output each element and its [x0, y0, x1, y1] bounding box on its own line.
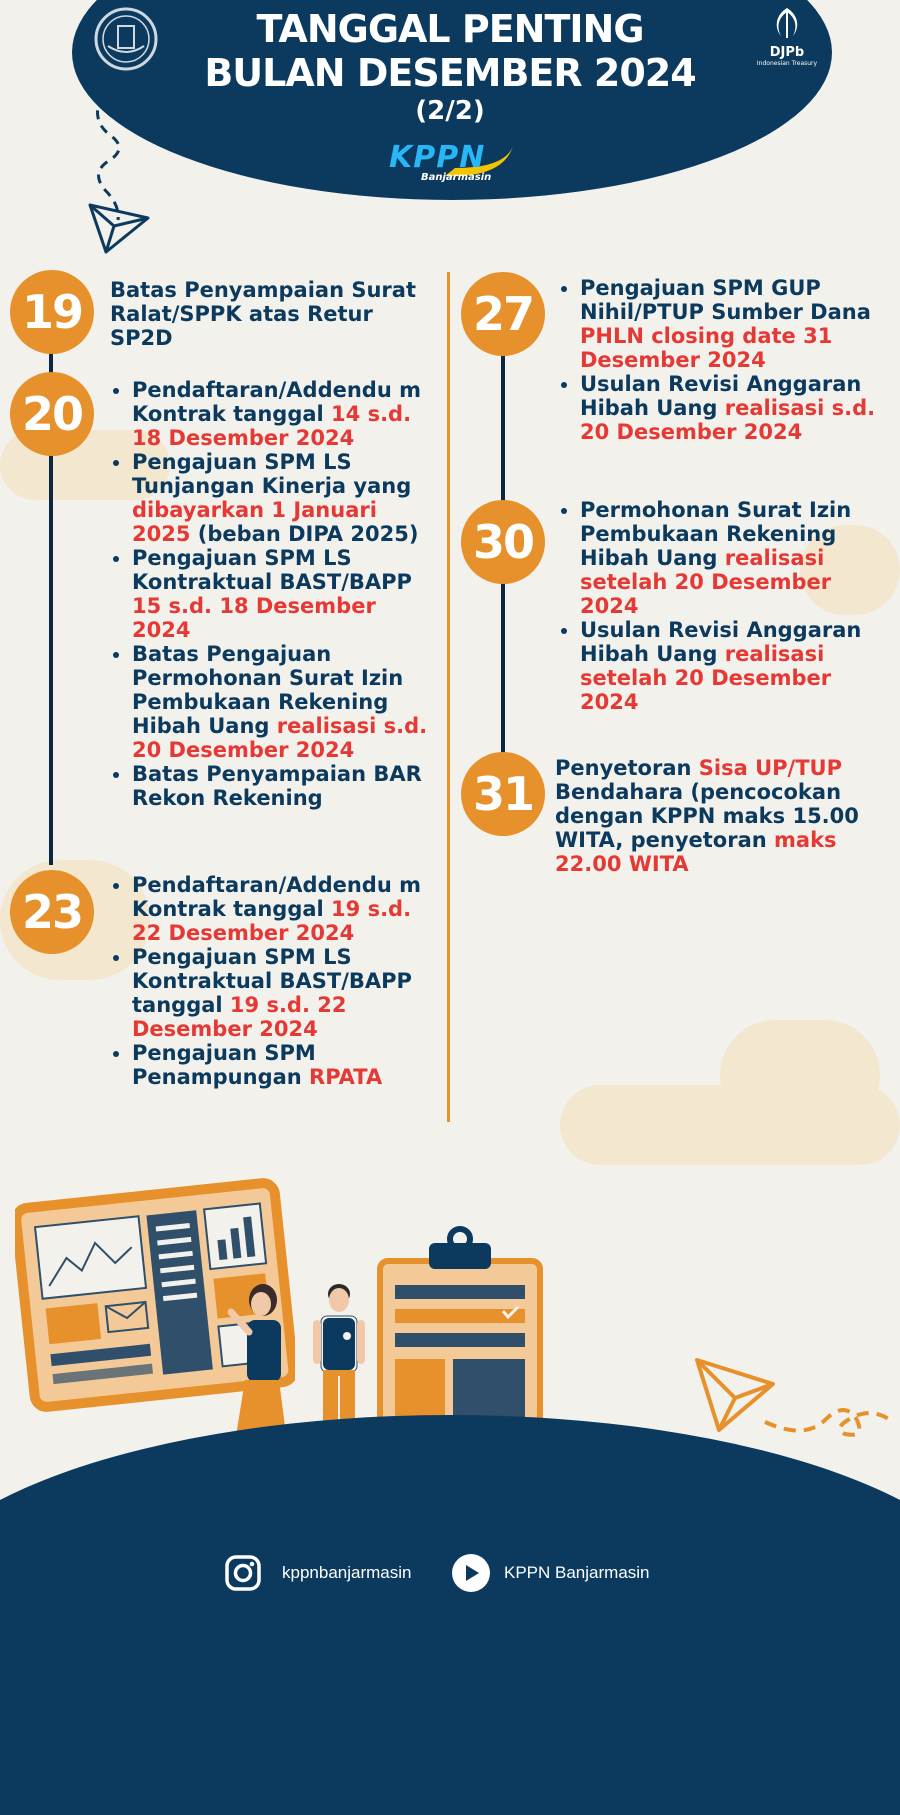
instagram-icon[interactable]: [224, 1554, 262, 1592]
djpb-logo-sub: Indonesian Treasury: [756, 60, 818, 67]
page-subtitle: (2/2): [415, 96, 485, 126]
page-title-line2: BULAN DESEMBER 2024: [204, 51, 696, 95]
list-item: [132, 642, 432, 762]
kppn-logo-text: KPPN: [389, 140, 486, 175]
highlight-text: realisasi s.d. 20 Desember 2024: [580, 396, 876, 444]
item-text: Batas Penyampaian BAR Rekon Rekening: [132, 762, 422, 810]
youtube-icon[interactable]: [450, 1553, 492, 1593]
djpb-logo-text: DJPb: [769, 45, 805, 60]
date-circle-27: 27: [461, 272, 545, 356]
item-text: Pengajuan SPM LS Kontraktual BAST/BAPP tanggal: [132, 945, 412, 1017]
highlight-text: realisasi s.d. 20 Desember 2024: [132, 714, 428, 762]
kppn-logo: [385, 138, 525, 186]
item-text: Pengajuan SPM LS Kontraktual BAST/BAPP: [132, 546, 412, 594]
instagram-handle[interactable]: kppnbanjarmasin: [282, 1563, 412, 1582]
date-31-text-a: Penyetoran: [555, 756, 699, 780]
highlight-text: realisasi setelah 20 Desember 2024: [580, 546, 832, 618]
date-31-text: [555, 756, 885, 876]
date-31-text-b: Sisa UP/TUP: [698, 756, 842, 780]
date-27-list: [558, 276, 890, 444]
item-text: Pengajuan SPM LS Tunjangan Kinerja yang: [132, 450, 412, 498]
item-text: Usulan Revisi Anggaran Hibah Uang: [580, 372, 862, 420]
list-item: [132, 945, 432, 1041]
list-item: [132, 873, 432, 945]
list-item: [132, 762, 432, 810]
list-item: [132, 378, 432, 450]
list-item: [580, 276, 890, 372]
background-cloud: [720, 1020, 880, 1130]
item-text: Permohonan Surat Izin Pembukaan Rekening Hibah Uang: [580, 498, 852, 570]
page-title-line1: TANGGAL PENTING: [256, 7, 644, 51]
date-circle-30: 30: [461, 500, 545, 584]
list-item: [580, 372, 890, 444]
highlight-text: dibayarkan 1 Januari 2025: [132, 498, 377, 546]
list-item: [580, 498, 890, 618]
list-item: [580, 618, 890, 714]
item-text: Batas Pengajuan Permohonan Surat Izin Pembukaan Rekening Hibah Uang: [132, 642, 404, 738]
highlight-text: 19 s.d. 22 Desember 2024: [132, 897, 412, 945]
kppn-logo-city: Banjarmasin: [421, 172, 492, 183]
highlight-text: 19 s.d. 22 Desember 2024: [132, 993, 347, 1041]
item-text: Usulan Revisi Anggaran Hibah Uang: [580, 618, 862, 666]
date-circle-20: 20: [10, 372, 94, 456]
item-text: Pengajuan SPM GUP Nihil/PTUP Sumber Dana: [580, 276, 871, 324]
highlight-text: RPATA: [309, 1065, 383, 1089]
date-31-text-d: maks 22.00 WITA: [555, 828, 837, 876]
footer-banner: [0, 1415, 900, 1815]
date-circle-23: 23: [10, 870, 94, 954]
date-circle-19: 19: [10, 270, 94, 354]
date-20-list: [110, 378, 432, 810]
highlight-text: 15 s.d. 18 Desember 2024: [132, 594, 376, 642]
list-item: [132, 546, 432, 642]
paper-plane-icon: [80, 90, 160, 260]
highlight-text: 14 s.d. 18 Desember 2024: [132, 402, 412, 450]
item-text: (beban DIPA 2025): [190, 522, 419, 546]
date-19-text: Batas Penyampaian Surat Ralat/SPPK atas Retur SP2D: [110, 278, 416, 350]
youtube-channel[interactable]: KPPN Banjarmasin: [504, 1563, 650, 1582]
highlight-text: realisasi setelah 20 Desember 2024: [580, 642, 832, 714]
date-31-text-c: Bendahara (pencocokan dengan KPPN maks 15.00 WITA, penyetoran: [555, 780, 859, 852]
date-30-list: [558, 498, 890, 714]
item-text: Pendaftaran/Addendu m Kontrak tanggal: [132, 378, 421, 426]
date-23-list: [110, 873, 432, 1089]
column-divider: [447, 272, 450, 1122]
item-text: Pengajuan SPM Penampungan: [132, 1041, 316, 1089]
item-text: Pendaftaran/Addendu m Kontrak tanggal: [132, 873, 421, 921]
date-circle-31: 31: [461, 752, 545, 836]
list-item: [132, 1041, 432, 1089]
list-item: [132, 450, 432, 546]
highlight-text: PHLN closing date 31 Desember 2024: [580, 324, 833, 372]
